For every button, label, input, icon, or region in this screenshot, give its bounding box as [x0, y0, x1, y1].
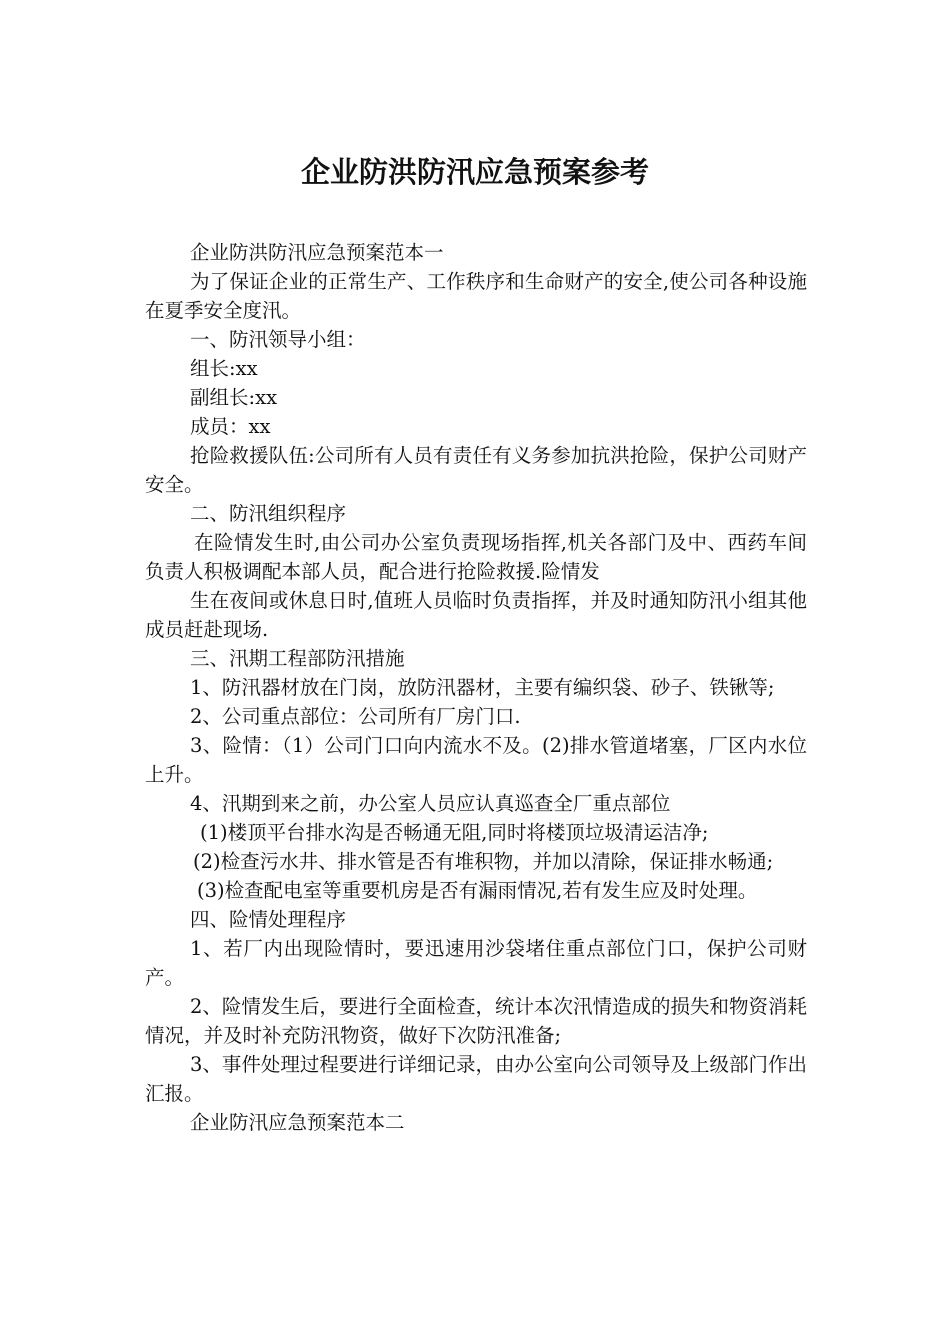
paragraph: 1、防汛器材放在门岗，放防汛器材，主要有编织袋、砂子、铁锹等;	[190, 676, 775, 699]
paragraph: 2、险情发生后，要进行全面检查，统计本次汛情造成的损失和物资消耗情况，并及时补充防汛物资，做好下次防汛准备;	[145, 995, 807, 1047]
section-heading: 二、防汛组织程序	[190, 502, 347, 525]
paragraph: 副组长:xx	[190, 386, 278, 409]
paragraph: 成员：xx	[190, 415, 271, 438]
paragraph: (1)楼顶平台排水沟是否畅通无阻,同时将楼顶垃圾清运洁净;	[200, 821, 709, 844]
section-heading: 企业防洪防汛应急预案范本一	[190, 241, 444, 264]
paragraph: 在险情发生时,由公司办公室负责现场指挥,机关各部门及中、西药车间负责人积极调配本部人员，配合进行抢险救援.险情发	[145, 531, 807, 583]
section-heading: 三、汛期工程部防汛措施	[190, 647, 405, 670]
paragraph: 生在夜间或休息日时,值班人员临时负责指挥，并及时通知防汛小组其他成员赶赴现场.	[145, 589, 807, 641]
paragraph: 1、若厂内出现险情时，要迅速用沙袋堵住重点部位门口，保护公司财产。	[145, 937, 807, 989]
section-heading: 一、防汛领导小组：	[190, 328, 366, 351]
section-heading: 企业防汛应急预案范本二	[190, 1111, 405, 1134]
paragraph: (3)检查配电室等重要机房是否有漏雨情况,若有发生应及时处理。	[197, 879, 758, 902]
paragraph: 3、险情：（1）公司门口向内流水不及。(2)排水管道堵塞，厂区内水位上升。	[145, 734, 807, 786]
section-heading: 四、险情处理程序	[190, 908, 347, 931]
paragraph: 为了保证企业的正常生产、工作秩序和生命财产的安全,使公司各种设施在夏季安全度汛。	[145, 270, 807, 322]
document-title: 企业防洪防汛应急预案参考	[300, 155, 649, 189]
paragraph: 抢险救援队伍:公司所有人员有责任有义务参加抗洪抢险，保护公司财产安全。	[145, 444, 807, 496]
paragraph: 4、汛期到来之前，办公室人员应认真巡查全厂重点部位	[190, 792, 671, 815]
paragraph: 3、事件处理过程要进行详细记录，由办公室向公司领导及上级部门作出汇报。	[145, 1053, 807, 1105]
paragraph: (2)检查污水井、排水管是否有堆积物，并加以清除，保证排水畅通;	[193, 850, 774, 873]
document-body	[145, 238, 807, 1137]
paragraph: 组长:xx	[190, 357, 258, 380]
paragraph: 2、公司重点部位：公司所有厂房门口.	[190, 705, 521, 728]
